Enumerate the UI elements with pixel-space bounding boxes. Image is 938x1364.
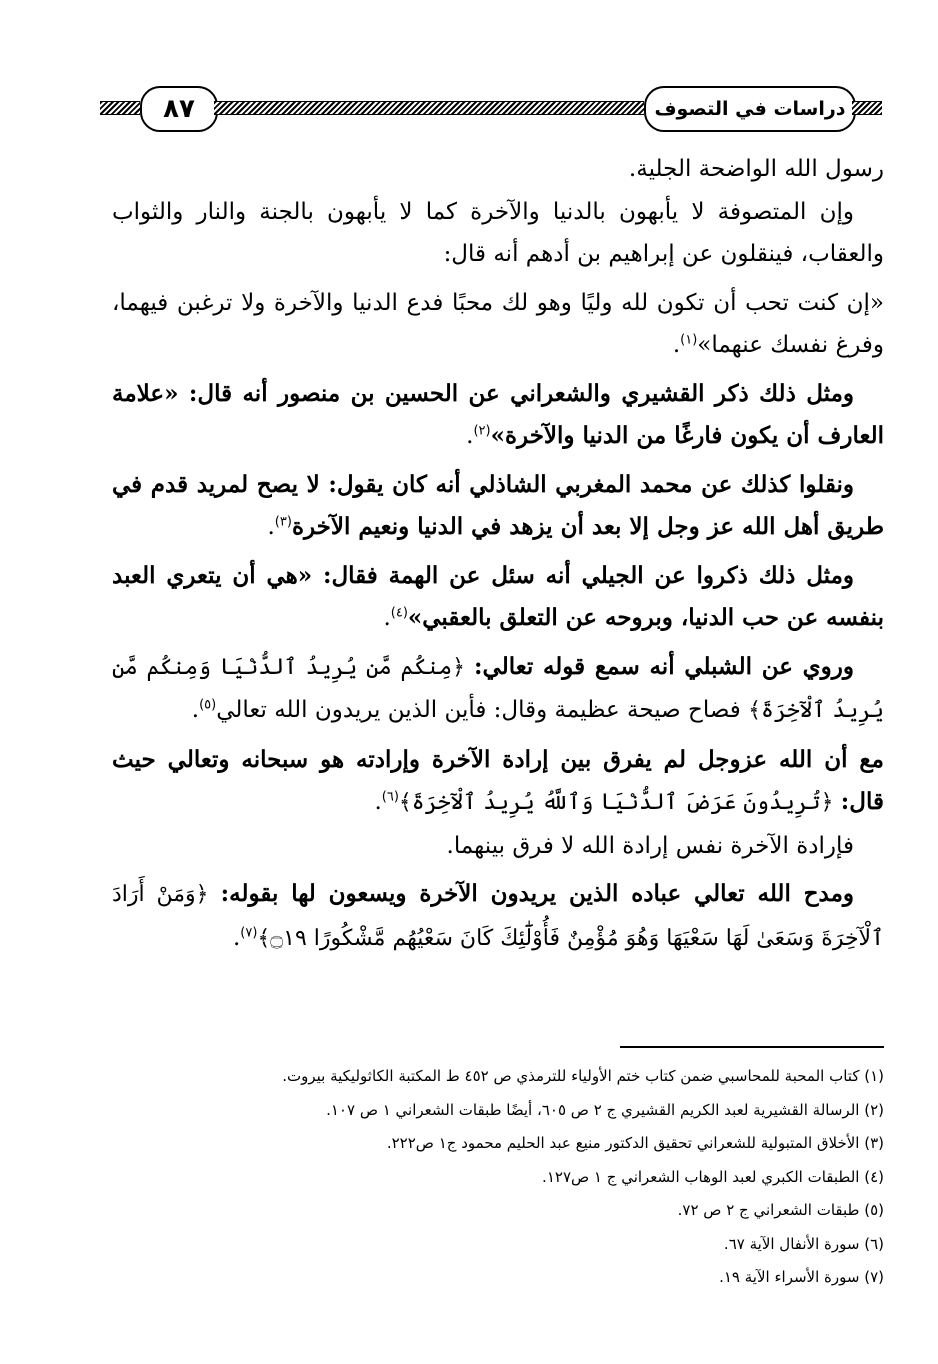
- text-run: مع أن الله عزوجل لم يفرق بين إرادة الآخرة وإرادته هو سبحانه وتعالي حيث قال:: [112, 745, 884, 815]
- paragraph-4: ومثل ذلك ذكر القشيري والشعراني عن الحسين بن منصور أنه قال: «علامة العارف أن يكون فارغًا من الدنيا والآخرة»$^{(٢)}$.: [112, 379, 884, 449]
- footnote-6: (٦) سورة الأنفال الآية ٦٧.: [723, 1234, 884, 1253]
- text-run: ومدح الله تعالي عباده الذين يريدون الآخرة ويسعون لها بقوله:: [220, 880, 854, 907]
- text-run: رسول الله الواضحة الجلية.: [628, 156, 884, 182]
- quran-verse: ﴿وَمَنْ أَرَادَ ٱلْآخِرَةَ وَسَعَىٰ لَهَا سَعْيَهَا وَهُوَ مُؤْمِنٌ فَأُوْلَٰٓئِكَ كَانَ سَعْيُهُم مَّشْكُورًا ۝١٩﴾: [112, 882, 884, 951]
- footnote-7: (٧) سورة الأسراء الآية ١٩.: [719, 1268, 884, 1286]
- text-run: ونقلوا كذلك عن محمد المغربي الشاذلي أنه كان يقول: لا يصح لمريد قدم في طريق أهل الله عز وجل إلا بعد أن يزهد في الدنيا ونعيم الآخرة: [112, 470, 884, 540]
- paragraph-3: «إن كنت تحب أن تكون لله وليًا وهو لك محبًا فدع الدنيا والآخرة ولا ترغبن فيهما، وفرغ نفسك عنهما»$^{(١)}$.: [112, 289, 884, 358]
- text-run: فصاح صيحة عظيمة وقال: فأين الذين يريدون الله تعالي: [216, 697, 741, 723]
- main-text: [112, 148, 884, 960]
- footnote-ref-5[interactable]: (٥): [199, 697, 217, 713]
- text-run: ومثل ذلك ذكروا عن الجيلي أنه سئل عن الهمة فقال: «هي أن يتعري العبد بنفسه عن حب الدنيا، وبروحه عن التعلق بالعقبي»: [112, 561, 884, 631]
- paragraph-1: [112, 148, 884, 191]
- footnote-ref-2[interactable]: (٢): [473, 423, 491, 439]
- quran-verse: ﴿مِنكُم مَّن يُرِيدُ ٱلدُّنْيَا وَمِنكُم مَّن يُرِيدُ ٱلْآخِرَةَ﴾: [112, 654, 884, 723]
- text-run: فإرادة الآخرة نفس إرادة الله لا فرق بينهما.: [446, 832, 854, 859]
- footnote-2: (٢) الرسالة القشيرية لعبد الكريم القشيري ج ٢ ص ٦٠٥، أيضًا طبقات الشعراني ١ ص ١٠٧.: [326, 1100, 884, 1119]
- running-title: دراسات في التصوف: [644, 86, 856, 132]
- text-run: وروي عن الشبلي أنه سمع قوله تعالي:: [474, 652, 854, 680]
- paragraph-8: مع أن الله عزوجل لم يفرق بين إرادة الآخرة وإرادته هو سبحانه وتعالي حيث قال: ﴿تُرِيدُونَ عَرَضَ ٱلدُّنْيَا وَٱللَّهُ يُرِيدُ ٱلْآخِرَةَ﴾$^{(٦)}$.: [112, 745, 884, 815]
- header-ornament-left: [100, 101, 140, 115]
- quran-verse: ﴿تُرِيدُونَ عَرَضَ ٱلدُّنْيَا وَٱللَّهُ يُرِيدُ ٱلْآخِرَةَ﴾: [398, 790, 834, 815]
- paragraph-10: ومدح الله تعالي عباده الذين يريدون الآخرة ويسعون لها بقوله: ﴿وَمَنْ أَرَادَ ٱلْآخِرَةَ وَسَعَىٰ لَهَا سَعْيَهَا وَهُوَ مُؤْمِنٌ فَأُوْلَٰٓئِكَ كَانَ سَعْيُهُم مَّشْكُورًا ۝١٩﴾$^{(٧)}$.: [112, 880, 884, 951]
- paragraph-6: ومثل ذلك ذكروا عن الجيلي أنه سئل عن الهمة فقال: «هي أن يتعري العبد بنفسه عن حب الدنيا، وبروحه عن التعلق بالعقبي»$^{(٤)}$.: [112, 561, 884, 631]
- footnote-ref-6[interactable]: (٦): [381, 789, 399, 805]
- quote-text: «إن كنت تحب أن تكون لله وليًا وهو لك محبًا فدع الدنيا والآخرة ولا ترغبن فيهما، وفرغ نفسك عنهما»: [112, 289, 884, 358]
- footnotes: [112, 1060, 884, 1295]
- header-ornament-right: [852, 101, 882, 115]
- footnote-ref-4[interactable]: (٤): [390, 605, 408, 621]
- footnote-3: (٣) الأخلاق المتبولية للشعراني تحقيق الدكتور منيع عبد الحليم محمود ج١ ص٢٢٢.: [386, 1134, 884, 1152]
- footnote-separator: [620, 1046, 884, 1048]
- footnote-1: (١) كتاب المحبة للمحاسبي ضمن كتاب ختم الأولياء للترمذي ص ٤٥٢ ط المكتبة الكاثوليكية بيروت.: [282, 1067, 884, 1085]
- header-ornament-middle: [214, 101, 644, 115]
- paragraph-2: [112, 191, 884, 276]
- paragraph-9: [112, 825, 884, 868]
- page-header: [100, 86, 882, 132]
- paragraph-5: ونقلوا كذلك عن محمد المغربي الشاذلي أنه كان يقول: لا يصح لمريد قدم في طريق أهل الله عز وجل إلا بعد أن يزهد في الدنيا ونعيم الآخرة$^{(٣)}$.: [112, 470, 884, 540]
- footnote-ref-1[interactable]: (١): [680, 332, 698, 348]
- footnote-5: (٥) طبقات الشعراني ج ٢ ص ٧٢.: [677, 1201, 884, 1219]
- footnote-ref-3[interactable]: (٣): [274, 514, 292, 530]
- page-number: ٨٧: [140, 86, 218, 132]
- footnote-4: (٤) الطبقات الكبري لعبد الوهاب الشعراني ج ١ ص١٢٧.: [542, 1167, 884, 1186]
- text-run: وإن المتصوفة لا يأبهون بالدنيا والآخرة كما لا يأبهون بالجنة والنار والثواب والعقاب، فينقلون عن إبراهيم بن أدهم أنه قال:: [112, 198, 884, 267]
- footnote-ref-7[interactable]: (٧): [240, 924, 258, 940]
- paragraph-7: وروي عن الشبلي أنه سمع قوله تعالي: ﴿مِنكُم مَّن يُرِيدُ ٱلدُّنْيَا وَمِنكُم مَّن يُرِيدُ ٱلْآخِرَةَ﴾ فصاح صيحة عظيمة وقال: فأين الذين يريدون الله تعالي$^{(٥)}$.: [112, 652, 884, 723]
- text-run: ومثل ذلك ذكر القشيري والشعراني عن الحسين بن منصور أنه قال: «علامة العارف أن يكون فارغًا من الدنيا والآخرة»: [112, 379, 884, 449]
